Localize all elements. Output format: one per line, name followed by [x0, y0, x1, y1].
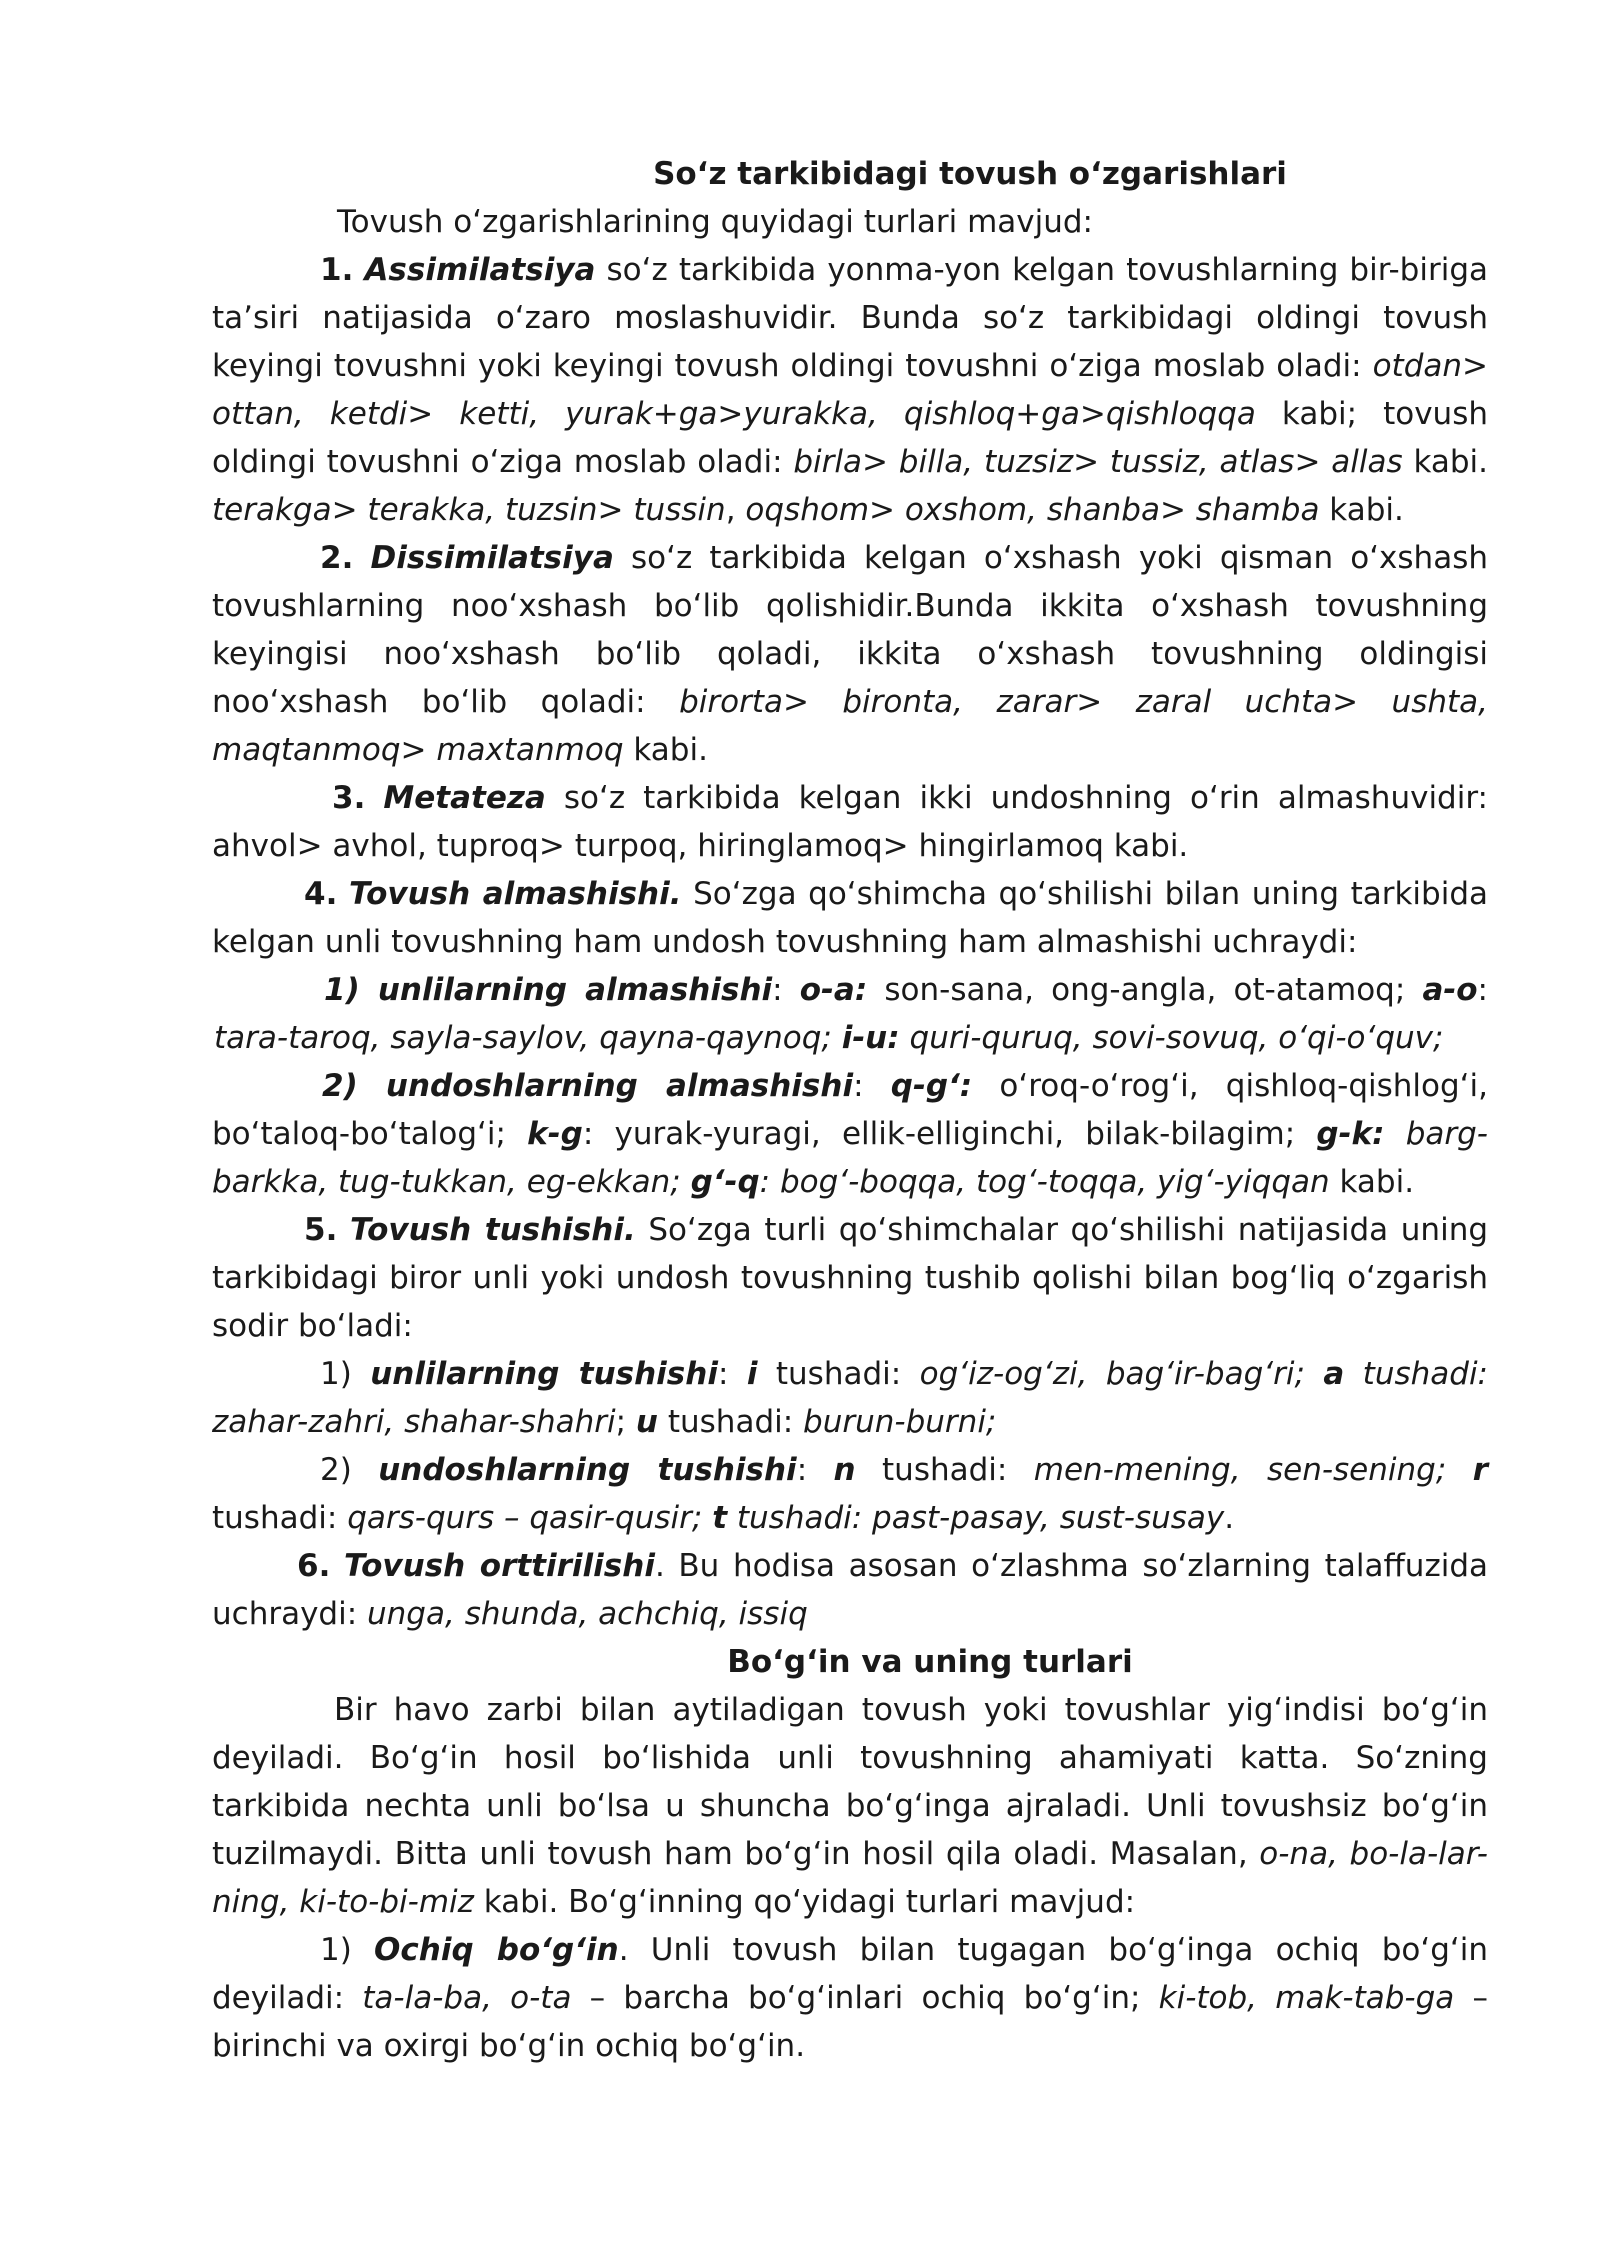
section-metathesis: 3. Metateza so‘z tarkibida kelgan ikki undoshning o‘rin almashuvidir: ahvol> avhol, tuproq> turpoq, hiringlamoq> hingirlamoq kabi.: [212, 780, 1488, 864]
document-page: [212, 150, 1488, 2070]
section-sound-dropping: 5. Tovush tushishi. So‘zga turli qo‘shimchalar qo‘shilishi natijasida uning tarkibidagi biror unli yoki undosh tovushning tushib qolishi bilan bog‘liq o‘zgarish sodir bo‘ladi:: [212, 1212, 1489, 1344]
subsection-consonant-change: 2) undoshlarning almashishi: q-g‘: o‘roq-o‘rog‘i, qishloq-qishlog‘i, bo‘taloq-bo‘talog‘i; k-g: yurak-yuragi, ellik-elliginchi, bilak-bilagim; g-k: barg-barkka, tug-tukkan, eg-ekkan; g‘-q: bog‘-boqqa, tog‘-toqqa, yig‘-yiqqan kabi.: [212, 1068, 1488, 1200]
section-sound-addition: 6. Tovush orttirilishi. Bu hodisa asosan o‘zlashma so‘zlarning talaffuzida uchraydi: unga, shunda, achchiq, issiq: [212, 1548, 1489, 1632]
section-dissimilation: 2. Dissimilatsiya so‘z tarkibida kelgan o‘xshash yoki qisman o‘xshash tovushlarning noo‘xshash bo‘lib qolishidir.Bunda ikkita o‘xshash tovushning keyingisi noo‘xshash bo‘lib qoladi, ikkita o‘xshash tovushning oldingisi noo‘xshash bo‘lib qoladi: birorta> bironta, zarar> zaral uchta> ushta, maqtanmoq> maxtanmoq kabi.: [212, 540, 1489, 768]
subsection-consonant-dropping: 2) undoshlarning tushishi: n tushadi: men-mening, sen-sening; r tushadi: qars-qurs – qasir-qusir; t tushadi: past-pasay, sust-susay.: [212, 1452, 1488, 1536]
term-sound-addition: Tovush orttirilishi: [343, 1548, 655, 1584]
section-assimilation: 1. Assimilatsiya so‘z tarkibida yonma-yon kelgan tovushlarning bir-biriga ta’siri natijasida o‘zaro moslashuvidir. Bunda so‘z tarkibidagi oldingi tovush keyingi tovushni yoki keyingi tovush oldingi tovushni o‘ziga moslab oladi: otdan> ottan, ketdi> ketti, yurak+ga>yurakka, qishloq+ga>qishloqqa kabi; tovush oldingi tovushni o‘ziga moslab oladi: birla> billa, tuzsiz> tussiz, atlas> allas kabi. terakga> terakka, tuzsin> tussin, oqshom> oxshom, shanba> shamba kabi.: [212, 252, 1488, 528]
page-title: So‘z tarkibidagi tovush o‘zgarishlari: [653, 156, 1287, 192]
term-open-syllable: Ochiq bo‘g‘in: [374, 1932, 619, 1968]
subsection-vowel-change: 1) unlilarning almashishi: o-a: son-sana, ong-angla, ot-atamoq; a-o: tara-taroq, sayla-saylov, qayna-qaynoq; i-u: quri-quruq, sovi-sovuq, o‘qi-o‘quv;: [214, 972, 1488, 1056]
term-dissimilation: Dissimilatsiya: [370, 540, 614, 576]
term-sound-change: Tovush almashishi.: [348, 876, 682, 912]
intro-line: Tovush o‘zgarishlarining quyidagi turlari mavjud:: [337, 204, 1094, 240]
term-metathesis: Metateza: [383, 780, 546, 816]
paragraph-open-syllable: 1) Ochiq bo‘g‘in. Unli tovush bilan tugagan bo‘g‘inga ochiq bo‘g‘in deyiladi: ta-la-ba, o-ta – barcha bo‘g‘inlari ochiq bo‘g‘in; ki-tob, mak-tab-ga – birinchi va oxirgi bo‘g‘in ochiq bo‘g‘in.: [212, 1932, 1489, 2064]
term-sound-dropping: Tovush tushishi.: [349, 1212, 636, 1248]
section-title-syllable: Bo‘g‘in va uning turlari: [727, 1644, 1133, 1680]
section-sound-change: 4. Tovush almashishi. So‘zga qo‘shimcha qo‘shilishi bilan uning tarkibida kelgan unli tovushning ham undosh tovushning ham almashishi uchraydi:: [212, 876, 1488, 960]
term-assimilation: Assimilatsiya: [364, 252, 596, 288]
paragraph-syllable: Bir havo zarbi bilan aytiladigan tovush yoki tovushlar yig‘indisi bo‘g‘in deyiladi. Bo‘g‘in hosil bo‘lishida unli tovushning ahamiyati katta. So‘zning tarkibida nechta unli bo‘lsa u shuncha bo‘g‘inga ajraladi. Unli tovushsiz bo‘g‘in tuzilmaydi. Bitta unli tovush ham bo‘g‘in hosil qila oladi. Masalan, o-na, bo-la-lar-ning, ki-to-bi-miz kabi. Bo‘g‘inning qo‘yidagi turlari mavjud:: [212, 1692, 1488, 1920]
subsection-vowel-dropping: 1) unlilarning tushishi: i tushadi: og‘iz-og‘zi, bag‘ir-bag‘ri; a tushadi: zahar-zahri, shahar-shahri; u tushadi: burun-burni;: [212, 1356, 1488, 1440]
